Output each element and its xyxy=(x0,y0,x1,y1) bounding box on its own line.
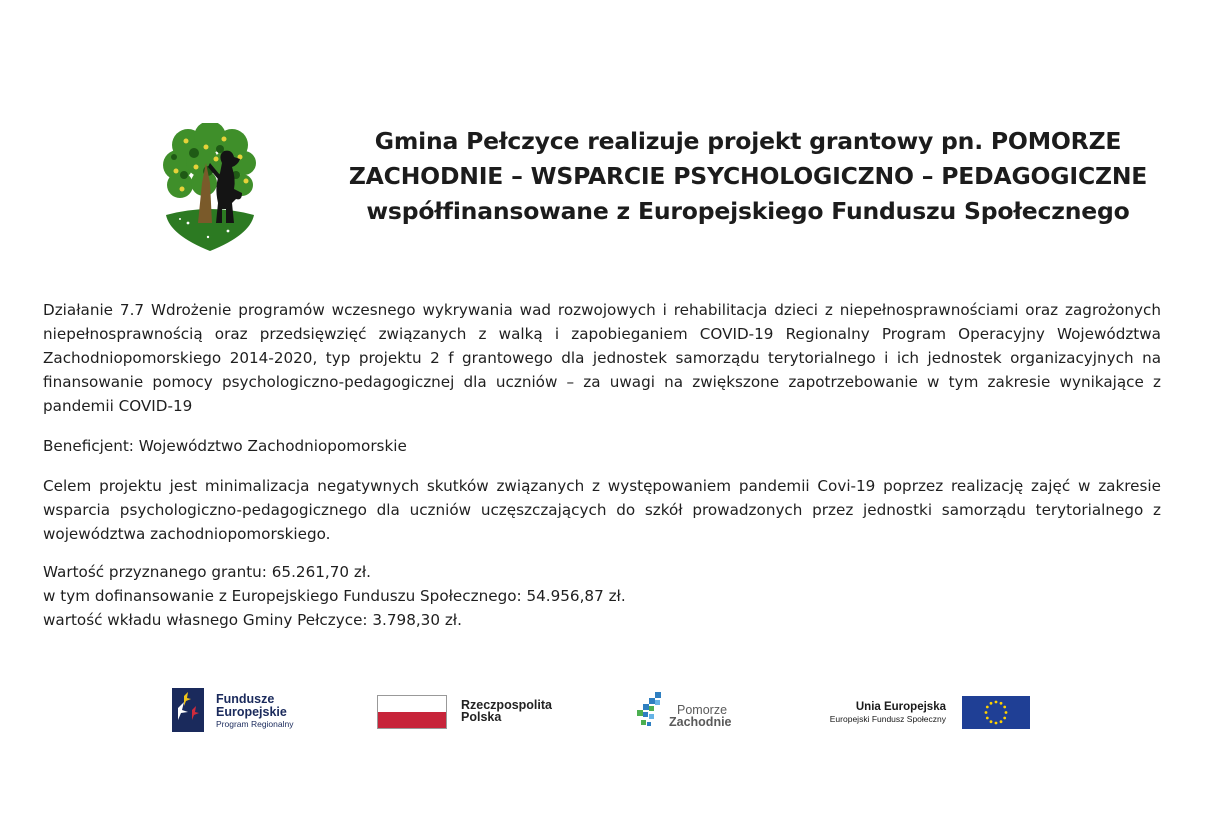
fundusze-line-1: Fundusze xyxy=(216,692,275,706)
title-line-2: ZACHODNIE – WSPARCIE PSYCHOLOGICZNO – PEDAGOGICZNE xyxy=(348,162,1148,190)
title-line-3: współfinansowane z Europejskiego Funduszu Społecznego xyxy=(366,197,1130,225)
fundusze-line-2: Europejskie xyxy=(216,705,287,719)
own-contribution-amount: wartość wkładu własnego Gminy Pełczyce: 3.798,30 zł. xyxy=(43,611,462,629)
logo-bar xyxy=(0,686,1213,736)
beneficiary-text: Beneficjent: Województwo Zachodniopomorskie xyxy=(43,437,407,455)
rzeczpospolita-line-2: Polska xyxy=(461,710,502,724)
rzeczpospolita-line-1: Rzeczpospolita xyxy=(461,698,552,712)
ue-line-2: Europejski Fundusz Społeczny xyxy=(829,714,946,724)
document-body xyxy=(43,298,1161,632)
pomorze-line-2: Zachodnie xyxy=(669,715,732,729)
page-title xyxy=(320,124,1176,229)
fundusze-europejskie-icon xyxy=(172,688,204,732)
ue-line-1: Unia Europejska xyxy=(855,701,946,713)
unia-europejska-logo xyxy=(800,686,1032,734)
paragraph-action: Działanie 7.7 Wdrożenie programów wczesnego wykrywania wad rozwojowych i rehabilitacja dzieci z niepełnosprawnościami oraz zagrożonych niepełnosprawnością oraz przedsięwzięć związanych z walką i zapobieganiem COVID-19 Regionalny Program Operacyjny Województwa Zachodniopomorskiego 2014-2020, typ projektu 2 f grantowego dla jednostek samorządu terytorialnego i ich jednostek organizacyjnych na finansowanie pomocy psychologiczno-pedagogicznej dla uczniów – za uwagi na zwiększone zapotrzebowanie w tym zakresie wynikające z pandemii COVID-19 xyxy=(43,301,1161,415)
pomorze-zachodnie-icon xyxy=(635,692,669,730)
title-line-1: Gmina Pełczyce realizuje projekt grantowy pn. POMORZE xyxy=(374,127,1122,155)
grant-amount: Wartość przyznanego grantu: 65.261,70 zł. xyxy=(43,563,371,581)
crest-image xyxy=(158,123,262,253)
fundusze-line-3: Program Regionalny xyxy=(216,719,294,729)
coat-of-arms-icon xyxy=(158,123,262,253)
pomorze-line-1: Pomorze xyxy=(677,703,728,717)
eu-flag-icon xyxy=(962,696,1030,729)
pomorze-zachodnie-logo xyxy=(635,686,755,734)
paragraph-goal: Celem projektu jest minimalizacja negatywnych skutków związanych z występowaniem pandemii Covi-19 poprzez realizację zajęć w zakresie wsparcia psychologiczno-pedagogicznego dla uczniów uczęszczających do szkół prowadzonych przez jednostki samorządu terytorialnego z województwa zachodniopomorskiego. xyxy=(43,477,1161,543)
fundusze-europejskie-logo xyxy=(172,686,342,734)
rzeczpospolita-polska-logo xyxy=(377,686,587,734)
polish-flag-icon xyxy=(377,695,447,729)
amounts-block xyxy=(43,560,1161,632)
cofinancing-amount: w tym dofinansowanie z Europejskiego Funduszu Społecznego: 54.956,87 zł. xyxy=(43,587,626,605)
